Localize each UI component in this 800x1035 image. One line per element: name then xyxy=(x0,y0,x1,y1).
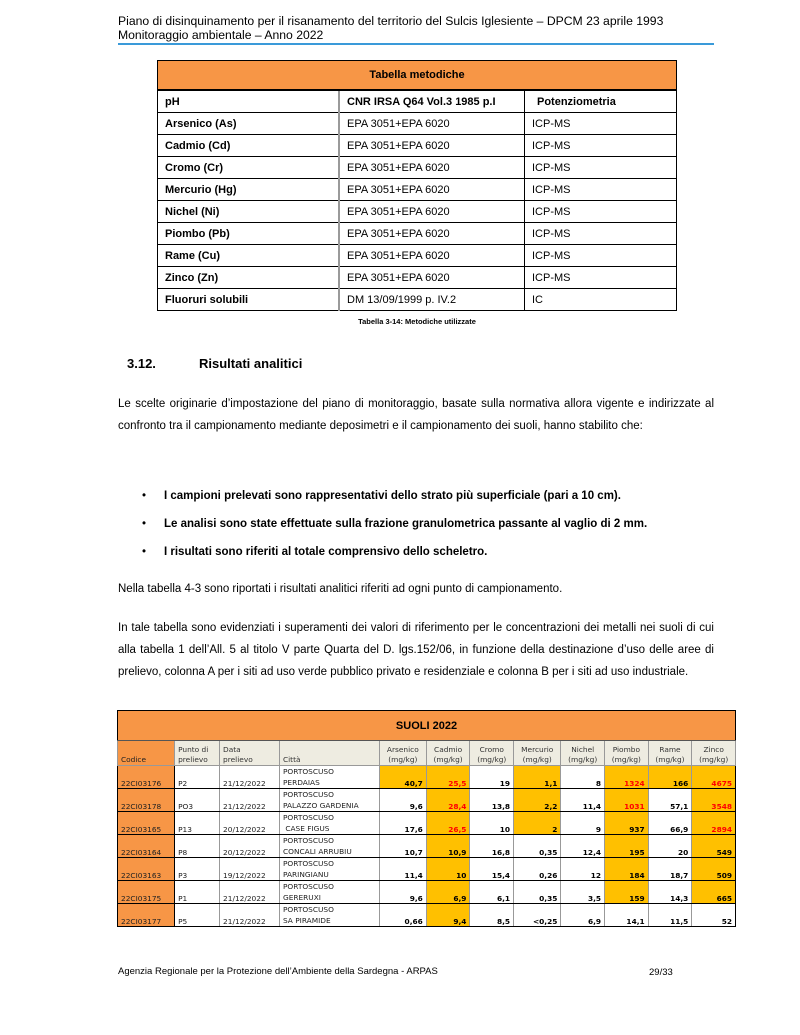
methods-table-title-row xyxy=(158,61,677,91)
cell-mercurio: 0,26 xyxy=(514,858,561,881)
cell-arsenico: 9,6 xyxy=(379,881,426,904)
cell-codice: 22CI03163 xyxy=(118,858,175,881)
methods-param: Arsenico (As) xyxy=(158,113,340,135)
cell-punto: P13 xyxy=(175,812,220,835)
methods-table-row xyxy=(158,201,677,223)
cell-cadmio: 10,9 xyxy=(426,835,470,858)
header-rule xyxy=(118,43,714,45)
table-reference-paragraph: Nella tabella 4-3 sono riportati i risultati analitici riferiti ad ogni punto di campionamento. xyxy=(118,583,563,595)
bullet-text: I risultati sono riferiti al totale comprensivo dello scheletro. xyxy=(164,546,488,558)
methods-param: Zinco (Zn) xyxy=(158,267,340,289)
cell-zinco: 665 xyxy=(692,881,736,904)
methods-technique: ICP-MS xyxy=(525,267,677,289)
cell-cromo: 15,4 xyxy=(470,858,514,881)
cell-cadmio: 28,4 xyxy=(426,789,470,812)
cell-arsenico: 9,6 xyxy=(379,789,426,812)
cell-arsenico: 17,6 xyxy=(379,812,426,835)
cell-zinco: 3548 xyxy=(692,789,736,812)
methods-table-row xyxy=(158,113,677,135)
cell-citta: PORTOSCUSO PARINGIANU xyxy=(279,858,379,881)
cell-nichel: 12,4 xyxy=(561,835,605,858)
methods-param: Fluoruri solubili xyxy=(158,289,340,311)
header-subtitle: Monitoraggio ambientale – Anno 2022 xyxy=(118,28,324,42)
cell-data: 21/12/2022 xyxy=(220,789,280,812)
col-header-mercurio: Mercurio (mg/kg) xyxy=(514,741,561,766)
cell-citta: PORTOSCUSO PERDAIAS xyxy=(279,766,379,789)
methods-param: Rame (Cu) xyxy=(158,245,340,267)
cell-nichel: 3,5 xyxy=(561,881,605,904)
cell-mercurio: 0,35 xyxy=(514,835,561,858)
page-header xyxy=(118,14,714,42)
cell-cadmio: 6,9 xyxy=(426,881,470,904)
table-row xyxy=(118,766,736,789)
cell-mercurio: 0,35 xyxy=(514,881,561,904)
methods-technique: ICP-MS xyxy=(525,135,677,157)
cell-piombo: 184 xyxy=(605,858,649,881)
methods-table-row xyxy=(158,245,677,267)
methods-method: CNR IRSA Q64 Vol.3 1985 p.I xyxy=(339,90,525,113)
methods-table-row xyxy=(158,135,677,157)
methods-param: Piombo (Pb) xyxy=(158,223,340,245)
methods-method: EPA 3051+EPA 6020 xyxy=(339,245,525,267)
cell-data: 21/12/2022 xyxy=(220,766,280,789)
cell-rame: 66,9 xyxy=(648,812,692,835)
col-header-cadmio: Cadmio (mg/kg) xyxy=(426,741,470,766)
section-number: 3.12. xyxy=(127,356,156,371)
section-title: Risultati analitici xyxy=(199,356,303,371)
bullet-icon: • xyxy=(142,546,147,558)
cell-punto: P8 xyxy=(175,835,220,858)
cell-piombo: 937 xyxy=(605,812,649,835)
cell-codice: 22CI03177 xyxy=(118,904,175,927)
cell-zinco: 52 xyxy=(692,904,736,927)
cell-cadmio: 10 xyxy=(426,858,470,881)
cell-rame: 14,3 xyxy=(648,881,692,904)
methods-table-caption: Tabella 3-14: Metodiche utilizzate xyxy=(358,317,476,326)
col-header-rame: Rame (mg/kg) xyxy=(648,741,692,766)
table-row xyxy=(118,881,736,904)
col-header-arsenico: Arsenico (mg/kg) xyxy=(379,741,426,766)
methods-technique: Potenziometria xyxy=(525,90,677,113)
cell-arsenico: 0,66 xyxy=(379,904,426,927)
methods-method: EPA 3051+EPA 6020 xyxy=(339,135,525,157)
cell-rame: 18,7 xyxy=(648,858,692,881)
section-heading xyxy=(127,356,302,371)
table-row xyxy=(118,812,736,835)
cell-zinco: 2894 xyxy=(692,812,736,835)
table-row xyxy=(118,835,736,858)
col-header-data: Data prelievo xyxy=(220,741,280,766)
cell-rame: 11,5 xyxy=(648,904,692,927)
cell-citta: PORTOSCUSO CONCALI ARRUBIU xyxy=(279,835,379,858)
cell-zinco: 509 xyxy=(692,858,736,881)
cell-nichel: 9 xyxy=(561,812,605,835)
cell-cromo: 8,5 xyxy=(470,904,514,927)
methods-param: Cromo (Cr) xyxy=(158,157,340,179)
cell-cadmio: 9,4 xyxy=(426,904,470,927)
cell-citta: PORTOSCUSO SA PIRAMIDE xyxy=(279,904,379,927)
cell-punto: P1 xyxy=(175,881,220,904)
cell-mercurio: 1,1 xyxy=(514,766,561,789)
methods-technique: ICP-MS xyxy=(525,223,677,245)
cell-data: 21/12/2022 xyxy=(220,904,280,927)
intro-paragraph: Le scelte originarie d’impostazione del piano di monitoraggio, basate sulla normativa allora vigente e indirizzate al confronto tra il campionamento mediante deposimetri e il campionamento dei suoli, hanno stabilito che: xyxy=(118,398,714,432)
cell-zinco: 4675 xyxy=(692,766,736,789)
bullet-icon: • xyxy=(142,490,147,502)
cell-cromo: 19 xyxy=(470,766,514,789)
cell-punto: P3 xyxy=(175,858,220,881)
cell-piombo: 1031 xyxy=(605,789,649,812)
methods-table-row xyxy=(158,179,677,201)
cell-piombo: 195 xyxy=(605,835,649,858)
methods-table-title: Tabella metodiche xyxy=(158,61,677,91)
methods-technique: ICP-MS xyxy=(525,113,677,135)
soil-table-title: SUOLI 2022 xyxy=(118,711,736,741)
methods-table xyxy=(157,60,677,311)
cell-zinco: 549 xyxy=(692,835,736,858)
methods-table-row xyxy=(158,90,677,113)
soil-table-title-row xyxy=(118,711,736,741)
col-header-citta: Città xyxy=(279,741,379,766)
cell-punto: P2 xyxy=(175,766,220,789)
methods-table-row xyxy=(158,157,677,179)
methods-param: Cadmio (Cd) xyxy=(158,135,340,157)
methods-method: EPA 3051+EPA 6020 xyxy=(339,113,525,135)
cell-codice: 22CI03165 xyxy=(118,812,175,835)
cell-codice: 22CI03164 xyxy=(118,835,175,858)
bullet-icon: • xyxy=(142,518,147,530)
page-number: 29/33 xyxy=(649,967,673,978)
bullet-text: I campioni prelevati sono rappresentativi dello strato più superficiale (pari a 10 cm). xyxy=(164,490,621,502)
cell-punto: PO3 xyxy=(175,789,220,812)
bullet-list xyxy=(118,486,718,570)
cell-cromo: 13,8 xyxy=(470,789,514,812)
methods-technique: ICP-MS xyxy=(525,245,677,267)
cell-arsenico: 10,7 xyxy=(379,835,426,858)
methods-technique: IC xyxy=(525,289,677,311)
table-row xyxy=(118,904,736,927)
cell-piombo: 159 xyxy=(605,881,649,904)
cell-cromo: 6,1 xyxy=(470,881,514,904)
cell-punto: P5 xyxy=(175,904,220,927)
col-header-nichel: Nichel (mg/kg) xyxy=(561,741,605,766)
cell-arsenico: 40,7 xyxy=(379,766,426,789)
bullet-item xyxy=(142,542,718,570)
cell-rame: 20 xyxy=(648,835,692,858)
cell-data: 20/12/2022 xyxy=(220,835,280,858)
cell-nichel: 6,9 xyxy=(561,904,605,927)
soil-results-table xyxy=(117,710,736,927)
cell-data: 21/12/2022 xyxy=(220,881,280,904)
cell-codice: 22CI03175 xyxy=(118,881,175,904)
cell-cromo: 10 xyxy=(470,812,514,835)
cell-data: 19/12/2022 xyxy=(220,858,280,881)
methods-table-row xyxy=(158,289,677,311)
cell-citta: PORTOSCUSO PALAZZO GARDENIA xyxy=(279,789,379,812)
cell-cadmio: 26,5 xyxy=(426,812,470,835)
methods-method: EPA 3051+EPA 6020 xyxy=(339,179,525,201)
footer-agency: Agenzia Regionale per la Protezione dell’Ambiente della Sardegna - ARPAS xyxy=(118,966,438,977)
cell-piombo: 14,1 xyxy=(605,904,649,927)
methods-param: Mercurio (Hg) xyxy=(158,179,340,201)
cell-data: 20/12/2022 xyxy=(220,812,280,835)
methods-param: pH xyxy=(158,90,340,113)
cell-mercurio: 2,2 xyxy=(514,789,561,812)
cell-nichel: 8 xyxy=(561,766,605,789)
cell-codice: 22CI03178 xyxy=(118,789,175,812)
table-row xyxy=(118,858,736,881)
cell-mercurio: 2 xyxy=(514,812,561,835)
methods-method: EPA 3051+EPA 6020 xyxy=(339,223,525,245)
cell-nichel: 11,4 xyxy=(561,789,605,812)
table-row xyxy=(118,789,736,812)
col-header-codice: Codice xyxy=(118,741,175,766)
soil-table-header-row xyxy=(118,741,736,766)
methods-table-row xyxy=(158,267,677,289)
methods-technique: ICP-MS xyxy=(525,201,677,223)
cell-cromo: 16,8 xyxy=(470,835,514,858)
cell-citta: PORTOSCUSO GERERUXI xyxy=(279,881,379,904)
col-header-punto: Punto di prelievo xyxy=(175,741,220,766)
cell-codice: 22CI03176 xyxy=(118,766,175,789)
methods-method: EPA 3051+EPA 6020 xyxy=(339,201,525,223)
header-title: Piano di disinquinamento per il risanamento del territorio del Sulcis Iglesiente – DPCM 23 aprile 1993 xyxy=(118,14,664,28)
methods-method: DM 13/09/1999 p. IV.2 xyxy=(339,289,525,311)
cell-mercurio: <0,25 xyxy=(514,904,561,927)
methods-param: Nichel (Ni) xyxy=(158,201,340,223)
methods-method: EPA 3051+EPA 6020 xyxy=(339,157,525,179)
exceedance-paragraph: In tale tabella sono evidenziati i superamenti dei valori di riferimento per le concentrazioni dei metalli nei suoli di cui alla tabella 1 dell’All. 5 al titolo V parte Quarta del D. lgs.152/06, in funzione della destinazione d’uso delle aree di prelievo, colonna A per i siti ad uso verde pubblico privato e residenziale e colonna B per i siti ad uso industriale. xyxy=(118,622,714,678)
cell-cadmio: 25,5 xyxy=(426,766,470,789)
methods-technique: ICP-MS xyxy=(525,157,677,179)
cell-rame: 57,1 xyxy=(648,789,692,812)
methods-table-row xyxy=(158,223,677,245)
col-header-zinco: Zinco (mg/kg) xyxy=(692,741,736,766)
bullet-text: Le analisi sono state effettuate sulla frazione granulometrica passante al vaglio di 2 mm. xyxy=(164,518,648,530)
bullet-item xyxy=(142,486,718,514)
bullet-item xyxy=(142,514,718,542)
methods-method: EPA 3051+EPA 6020 xyxy=(339,267,525,289)
col-header-cromo: Cromo (mg/kg) xyxy=(470,741,514,766)
col-header-piombo: Piombo (mg/kg) xyxy=(605,741,649,766)
cell-citta: PORTOSCUSO CASE FIGUS xyxy=(279,812,379,835)
cell-nichel: 12 xyxy=(561,858,605,881)
methods-technique: ICP-MS xyxy=(525,179,677,201)
cell-arsenico: 11,4 xyxy=(379,858,426,881)
cell-piombo: 1324 xyxy=(605,766,649,789)
cell-rame: 166 xyxy=(648,766,692,789)
